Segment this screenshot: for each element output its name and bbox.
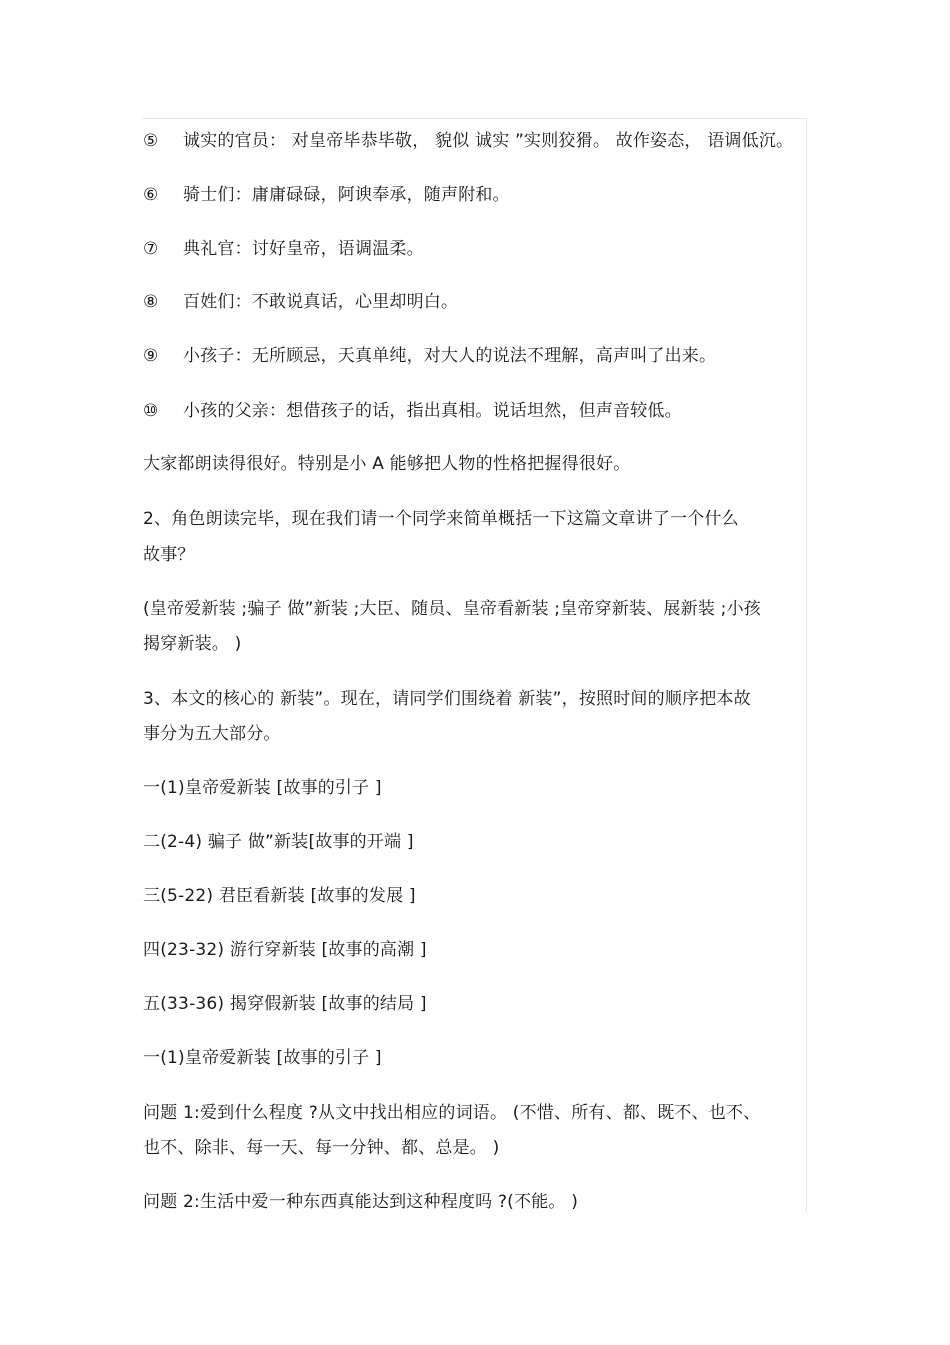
- question-3-line-2: 事分为五大部分。: [143, 724, 281, 744]
- praise-text: 大家都朗读得很好。特别是小 A 能够把人物的性格把握得很好。: [143, 454, 631, 474]
- part-1: 一(1)皇帝爱新装 [故事的引子 ]: [143, 778, 382, 798]
- question-3-line-1: 3、本文的核心的 新装”。现在，请同学们围绕着 新装”，按照时间的顺序把本故: [143, 689, 751, 709]
- question-2-line-1: 2、角色朗读完毕，现在我们请一个同学来简单概括一下这篇文章讲了一个什么: [143, 509, 739, 529]
- item-number: ⑧: [143, 292, 159, 312]
- section-1-title: 一(1)皇帝爱新装 [故事的引子 ]: [143, 1048, 382, 1068]
- answer-2-line-2: 揭穿新装。 ): [143, 634, 242, 654]
- answer-2-line-1: (皇帝爱新装 ;骗子 做”新装 ;大臣、随员、皇帝看新装 ;皇帝穿新装、展新装 ;小孩: [143, 599, 761, 619]
- role-item-officer: [143, 131, 808, 151]
- item-text: 小孩的父亲：想借孩子的话，指出真相。说话坦然，但声音较低。: [183, 401, 682, 421]
- item-text: 骑士们：庸庸碌碌，阿谀奉承，随声附和。: [183, 185, 510, 205]
- question-1-line-1: 问题 1:爱到什么程度 ?从文中找出相应的词语。 (不惜、所有、都、既不、也不、: [143, 1103, 761, 1123]
- item-number: ⑩: [143, 401, 159, 421]
- item-number: ⑨: [143, 346, 159, 366]
- item-number: ⑦: [143, 239, 159, 259]
- role-item-people: [143, 292, 808, 312]
- item-text: 诚实的官员： 对皇帝毕恭毕敬， 貌似 诚实 ”实则狡猾。 故作姿态， 语调低沉。: [183, 131, 794, 151]
- item-number: ⑥: [143, 185, 159, 205]
- item-text: 百姓们：不敢说真话，心里却明白。: [183, 292, 459, 312]
- item-text: 小孩子：无所顾忌，天真单纯，对大人的说法不理解，高声叫了出来。: [183, 346, 717, 366]
- part-3: 三(5-22) 君臣看新装 [故事的发展 ]: [143, 886, 416, 906]
- role-item-father: [143, 401, 808, 421]
- part-2: 二(2-4) 骗子 做”新装[故事的开端 ]: [143, 832, 414, 852]
- question-2-line-2: 故事？: [143, 545, 195, 565]
- item-text: 典礼官：讨好皇帝，语调温柔。: [183, 239, 424, 259]
- item-number: ⑤: [143, 131, 159, 151]
- question-2-everyday: 问题 2:生活中爱一种东西真能达到这种程度吗 ?(不能。 ): [143, 1192, 579, 1212]
- part-5: 五(33-36) 揭穿假新装 [故事的结局 ]: [143, 994, 427, 1014]
- question-1-line-2: 也不、除非、每一天、每一分钟、都、总是。 ): [143, 1138, 500, 1158]
- role-item-ceremony-officer: [143, 239, 808, 259]
- part-4: 四(23-32) 游行穿新装 [故事的高潮 ]: [143, 940, 427, 960]
- role-item-child: [143, 346, 808, 366]
- role-item-knights: [143, 185, 808, 205]
